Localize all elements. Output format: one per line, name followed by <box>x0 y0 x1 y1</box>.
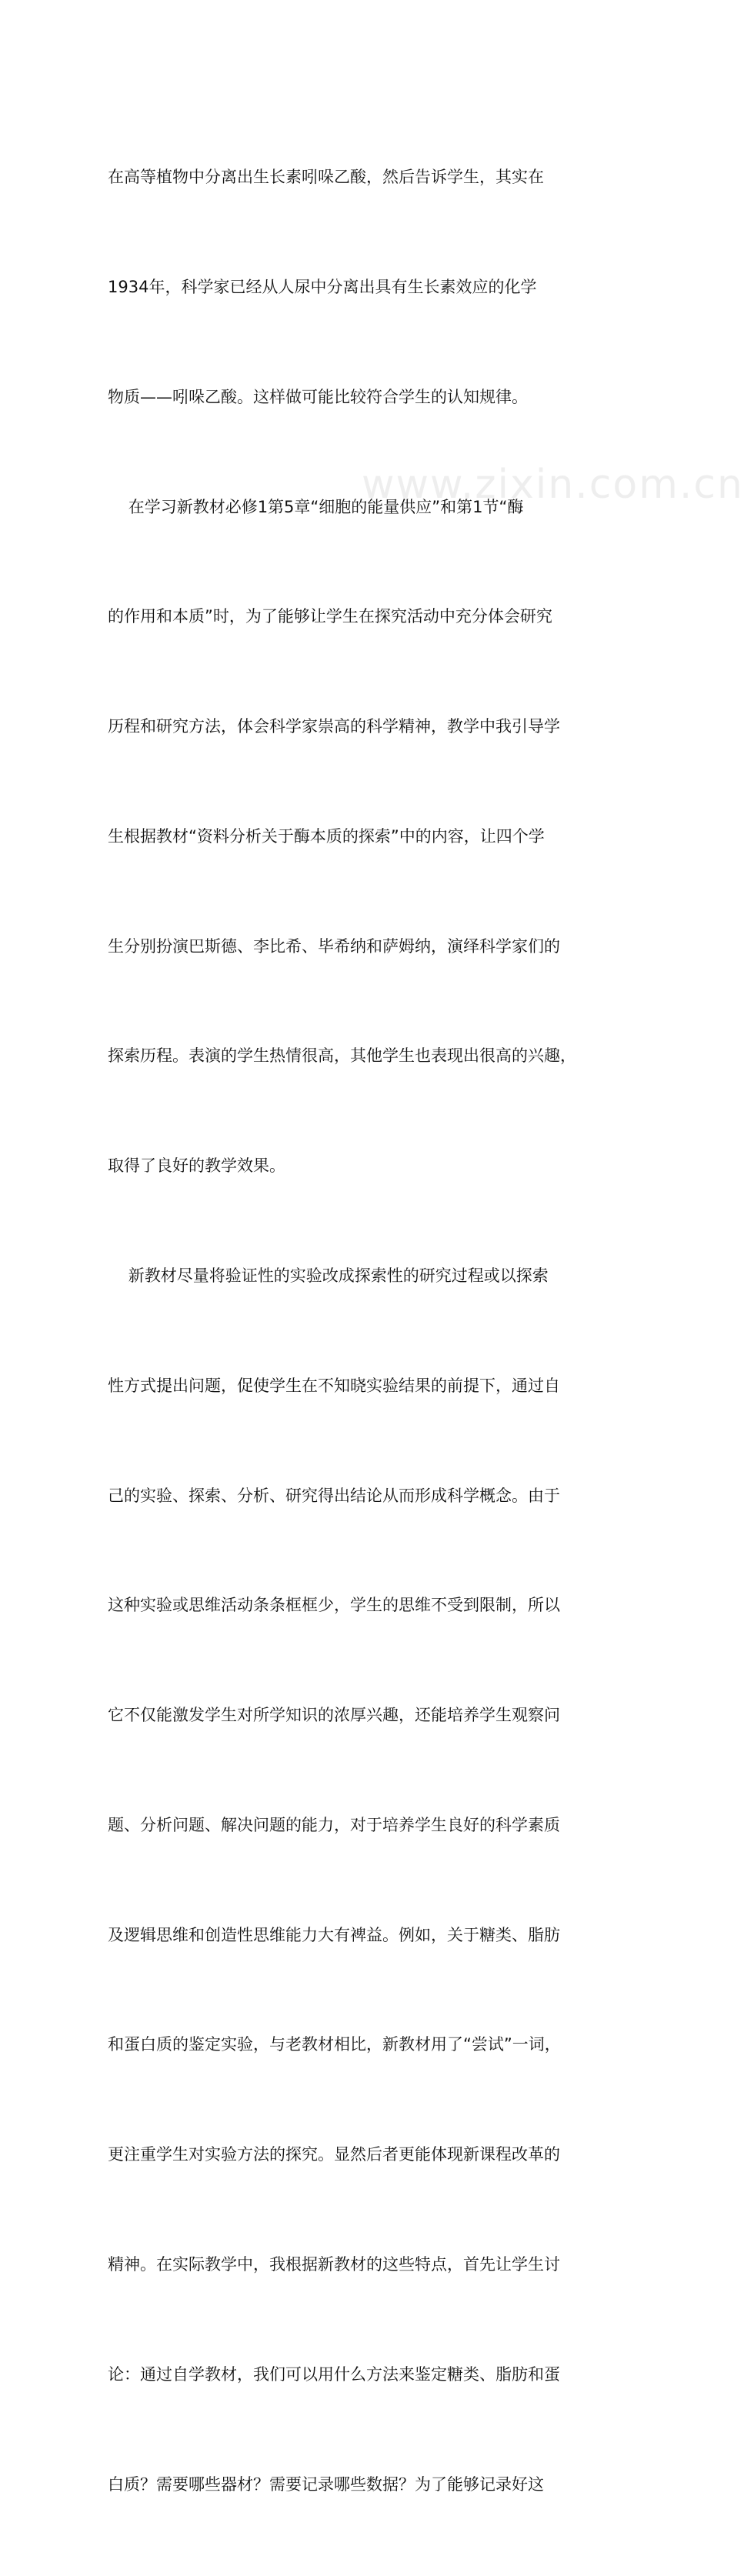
text-line: 己的实验、探索、分析、研究得出结论从而形成科学概念。由于 <box>108 1486 560 1505</box>
text-line: 历程和研究方法，体会科学家崇高的科学精神，教学中我引导学 <box>108 717 560 736</box>
text-line: 论：通过自学教材，我们可以用什么方法来鉴定糖类、脂肪和蛋 <box>108 2364 560 2384</box>
text-line: 更注重学生对实验方法的探究。显然后者更能体现新课程改革的 <box>108 2145 560 2164</box>
text-line: 这种实验或思维活动条条框框少，学生的思维不受到限制，所以 <box>108 1596 560 1615</box>
text-line: 探索历程。表演的学生热情很高，其他学生也表现出很高的兴趣， <box>108 1046 576 1066</box>
text-line: 精神。在实际教学中，我根据新教材的这些特点，首先让学生讨 <box>108 2255 560 2274</box>
text-line: 新教材尽量将验证性的实验改成探索性的研究过程或以探索 <box>108 1266 549 1285</box>
text-line: 白质？需要哪些器材？需要记录哪些数据？为了能够记录好这 <box>108 2474 544 2494</box>
text-line: 在学习新教材必修1第5章“细胞的能量供应”和第1节“酶 <box>108 497 524 516</box>
text-line: 和蛋白质的鉴定实验，与老教材相比，新教材用了“尝试”一词， <box>108 2035 561 2054</box>
text-line: 及逻辑思维和创造性思维能力大有裨益。例如，关于糖类、脂肪 <box>108 1925 560 1944</box>
text-line: 的作用和本质”时，为了能够让学生在探究活动中充分体会研究 <box>108 607 552 626</box>
text-line: 物质——吲哚乙酸。这样做可能比较符合学生的认知规律。 <box>108 387 528 406</box>
text-line: 生分别扮演巴斯德、李比希、毕希纳和萨姆纳，演绎科学家们的 <box>108 936 560 956</box>
text-line: 题、分析问题、解决问题的能力，对于培养学生良好的科学素质 <box>108 1815 560 1834</box>
text-line: 它不仅能激发学生对所学知识的浓厚兴趣，还能培养学生观察问 <box>108 1706 560 1725</box>
text-line: 1934年，科学家已经从人尿中分离出具有生长素效应的化学 <box>108 277 537 296</box>
document-body-text <box>108 86 608 2576</box>
text-line: 性方式提出问题，促使学生在不知晓实验结果的前提下，通过自 <box>108 1376 560 1395</box>
watermark-text: www.zixin.com.cn <box>362 462 744 508</box>
text-line: 取得了良好的教学效果。 <box>108 1156 285 1176</box>
text-line: 生根据教材“资料分析关于酶本质的探索”中的内容，让四个学 <box>108 826 545 846</box>
text-line: 在高等植物中分离出生长素吲哚乙酸，然后告诉学生，其实在 <box>108 168 544 187</box>
